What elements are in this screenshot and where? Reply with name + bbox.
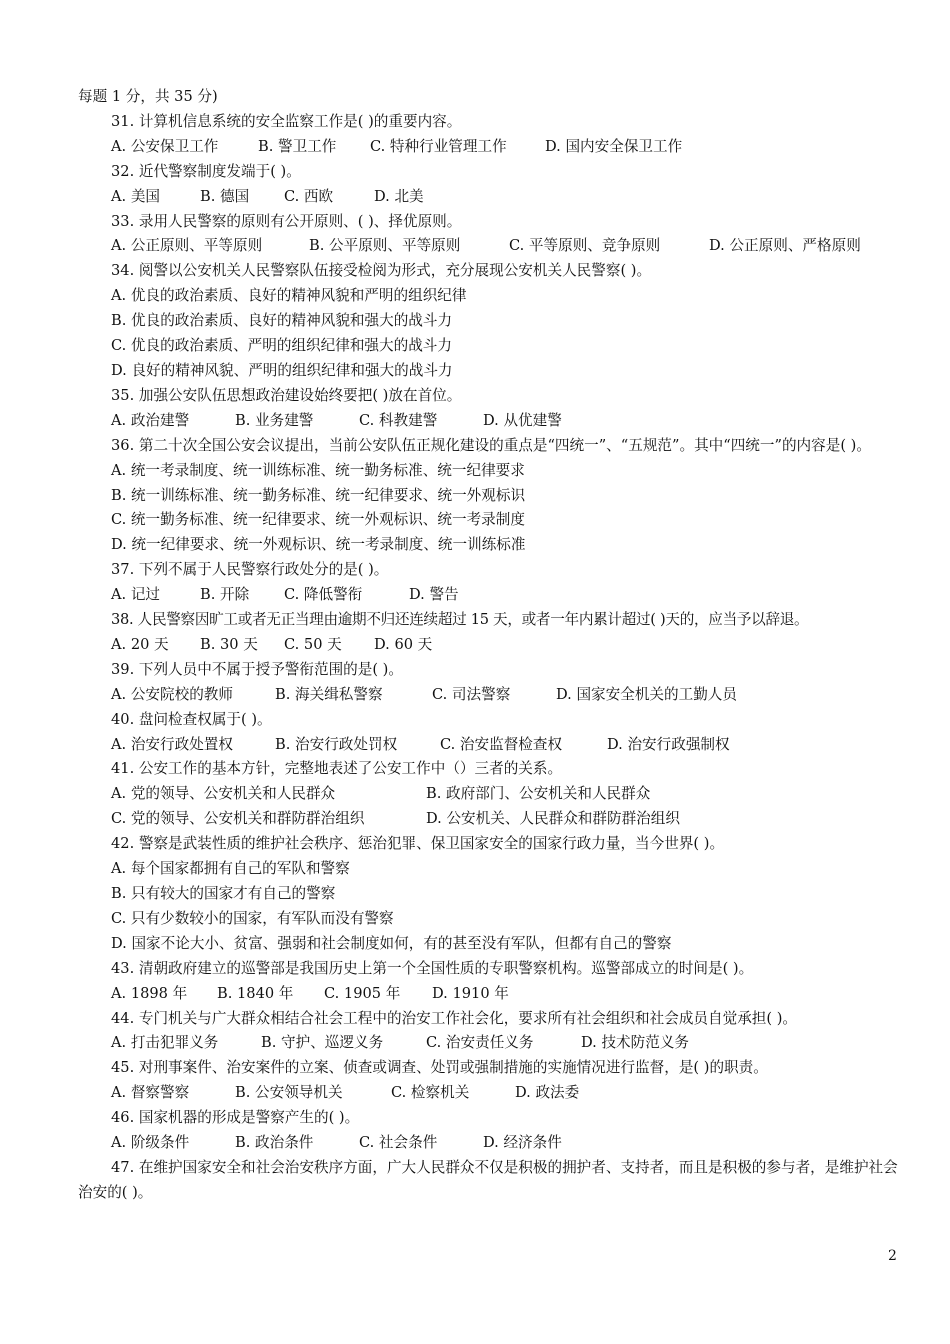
- option-b: B. 海关缉私警察: [275, 685, 383, 703]
- question-35-stem: 35. 加强公安队伍思想政治建设始终要把( )放在首位。: [111, 386, 462, 404]
- question-42-option-d: D. 国家不论大小、贫富、强弱和社会制度如何，有的甚至没有军队，但都有自己的警察: [111, 934, 672, 952]
- option-d: D. 60 天: [374, 635, 433, 653]
- option-b: B. 公平原则、平等原则: [309, 237, 461, 255]
- question-42-option-b: B. 只有较大的国家才有自己的警察: [111, 885, 336, 902]
- option-a: A. 治安行政处置权: [111, 735, 233, 753]
- option-d: D. 国家安全机关的工勤人员: [556, 685, 737, 703]
- option-b: B. 警卫工作: [258, 137, 337, 155]
- question-32-stem: 32. 近代警察制度发端于( )。: [111, 162, 301, 180]
- option-d: D. 从优建警: [483, 411, 562, 429]
- option-c: C. 治安责任义务: [426, 1034, 534, 1052]
- option-b: B. 开除: [200, 586, 250, 604]
- question-36-option-a: A. 统一考录制度、统一训练标准、统一勤务标准、统一纪律要求: [111, 461, 525, 479]
- option-a: A. 督察警察: [111, 1084, 190, 1102]
- option-c: C. 党的领导、公安机关和群防群治组织: [111, 810, 365, 828]
- question-45-options: [78, 1081, 902, 1106]
- option-b: B. 治安行政处罚权: [275, 735, 398, 753]
- question-41-stem: 41. 公安工作的基本方针，完整地表述了公安工作中（）三者的关系。: [111, 760, 563, 778]
- option-d: D. 北美: [374, 187, 424, 205]
- question-37-stem: 37. 下列不属于人民警察行政处分的是( )。: [111, 561, 389, 579]
- question-34-option-b: B. 优良的政治素质、良好的精神风貌和强大的战斗力: [111, 312, 453, 330]
- option-a: A. 公安保卫工作: [111, 137, 219, 155]
- option-b: B. 业务建警: [235, 411, 314, 429]
- option-c: C. 平等原则、竞争原则: [509, 237, 661, 255]
- question-37-options: [78, 583, 902, 608]
- option-c: C. 科教建警: [359, 411, 438, 429]
- question-39-stem: 39. 下列人员中不属于授予警衔范围的是( )。: [111, 660, 403, 678]
- question-44-options: [78, 1031, 902, 1056]
- option-b: B. 守护、巡逻义务: [261, 1034, 384, 1052]
- question-list: [78, 85, 902, 1206]
- section-header: 每题 1 分，共 35 分): [78, 88, 218, 105]
- question-42-stem: 42. 警察是武装性质的维护社会秩序、惩治犯罪、保卫国家安全的国家行政力量，当今世界( )。: [111, 835, 725, 853]
- question-34-option-c: C. 优良的政治素质、严明的组织纪律和强大的战斗力: [111, 337, 452, 355]
- option-a: A. 党的领导、公安机关和人民群众: [111, 785, 336, 803]
- option-c: C. 降低警衔: [284, 586, 363, 604]
- option-a: A. 美国: [111, 187, 161, 205]
- option-d: D. 国内安全保卫工作: [545, 137, 683, 155]
- question-33-options: [78, 234, 902, 259]
- question-47-stem: 47. 在维护国家安全和社会治安秩序方面，广大人民群众不仅是积极的拥护者、支持者，而且是积极的参与者，是维护社会治安的( )。: [78, 1158, 898, 1201]
- question-36-stem: 36. 第二十次全国公安会议提出，当前公安队伍正规化建设的重点是“四统一”、“五规范”。其中“四统一”的内容是( )。: [111, 436, 871, 454]
- option-c: C. 治安监督检查权: [440, 735, 563, 753]
- option-d: D. 政法委: [515, 1084, 580, 1102]
- option-d: D. 1910 年: [432, 984, 509, 1002]
- option-c: C. 社会条件: [359, 1134, 438, 1152]
- option-a: A. 记过: [111, 586, 161, 604]
- question-33-stem: 33. 录用人民警察的原则有公开原则、( )、择优原则。: [111, 212, 462, 230]
- question-34-stem: 34. 阅警以公安机关人民警察队伍接受检阅为形式，充分展现公安机关人民警察( )。: [111, 262, 652, 280]
- option-b: B. 政府部门、公安机关和人民群众: [426, 785, 651, 803]
- question-40-options: [78, 733, 902, 758]
- option-d: D. 警告: [409, 586, 459, 604]
- option-a: A. 打击犯罪义务: [111, 1034, 219, 1052]
- option-b: B. 政治条件: [235, 1134, 314, 1152]
- option-d: D. 治安行政强制权: [607, 735, 730, 753]
- option-c: C. 检察机关: [391, 1084, 470, 1102]
- question-31-stem: 31. 计算机信息系统的安全监察工作是( )的重要内容。: [111, 112, 462, 130]
- question-31-options: [78, 135, 902, 160]
- option-c: C. 司法警察: [432, 685, 511, 703]
- question-42-option-a: A. 每个国家都拥有自己的军队和警察: [111, 860, 350, 878]
- option-b: B. 公安领导机关: [235, 1084, 343, 1102]
- option-b: B. 30 天: [200, 635, 258, 653]
- question-32-options: [78, 185, 902, 210]
- question-45-stem: 45. 对刑事案件、治安案件的立案、侦查或调查、处罚或强制措施的实施情况进行监督，是( )的职责。: [111, 1059, 768, 1077]
- option-a: A. 1898 年: [111, 984, 188, 1002]
- option-a: A. 20 天: [111, 635, 169, 653]
- option-c: C. 西欧: [284, 187, 334, 205]
- question-46-options: [78, 1131, 902, 1156]
- question-34-option-a: A. 优良的政治素质、良好的精神风貌和严明的组织纪律: [111, 287, 467, 305]
- question-43-options: [78, 982, 902, 1007]
- option-d: D. 技术防范义务: [581, 1034, 690, 1052]
- question-38-options: [78, 633, 902, 658]
- option-b: B. 1840 年: [217, 984, 294, 1002]
- page-number: 2: [888, 1248, 897, 1264]
- option-c: C. 50 天: [284, 635, 342, 653]
- question-36-option-d: D. 统一纪律要求、统一外观标识、统一考录制度、统一训练标准: [111, 536, 526, 554]
- question-42-option-c: C. 只有少数较小的国家，有军队而没有警察: [111, 909, 394, 927]
- option-c: C. 特种行业管理工作: [370, 137, 507, 155]
- option-b: B. 德国: [200, 187, 250, 205]
- option-a: A. 公安院校的教师: [111, 685, 233, 703]
- question-44-stem: 44. 专门机关与广大群众相结合社会工程中的治安工作社会化，要求所有社会组织和社会成员自觉承担( )。: [111, 1009, 798, 1027]
- question-36-option-b: B. 统一训练标准、统一勤务标准、统一纪律要求、统一外观标识: [111, 486, 526, 504]
- option-a: A. 公正原则、平等原则: [111, 237, 263, 255]
- question-35-options: [78, 409, 902, 434]
- question-41-options-ab: [78, 782, 902, 807]
- question-39-options: [78, 683, 902, 708]
- question-40-stem: 40. 盘问检查权属于( )。: [111, 710, 272, 728]
- option-d: D. 公安机关、人民群众和群防群治组织: [426, 810, 680, 828]
- question-41-options-cd: [78, 807, 902, 832]
- question-38-stem: 38. 人民警察因旷工或者无正当理由逾期不归还连续超过 15 天，或者一年内累计超过( )天的，应当予以辞退。: [111, 611, 809, 629]
- question-46-stem: 46. 国家机器的形成是警察产生的( )。: [111, 1109, 360, 1127]
- option-c: C. 1905 年: [324, 984, 401, 1002]
- option-d: D. 公正原则、严格原则: [709, 237, 861, 255]
- option-a: A. 政治建警: [111, 411, 190, 429]
- option-d: D. 经济条件: [483, 1134, 562, 1152]
- question-43-stem: 43. 清朝政府建立的巡警部是我国历史上第一个全国性质的专职警察机构。巡警部成立的时间是( )。: [111, 959, 754, 977]
- question-36-option-c: C. 统一勤务标准、统一纪律要求、统一外观标识、统一考录制度: [111, 511, 525, 529]
- option-a: A. 阶级条件: [111, 1134, 190, 1152]
- question-34-option-d: D. 良好的精神风貌、严明的组织纪律和强大的战斗力: [111, 361, 453, 379]
